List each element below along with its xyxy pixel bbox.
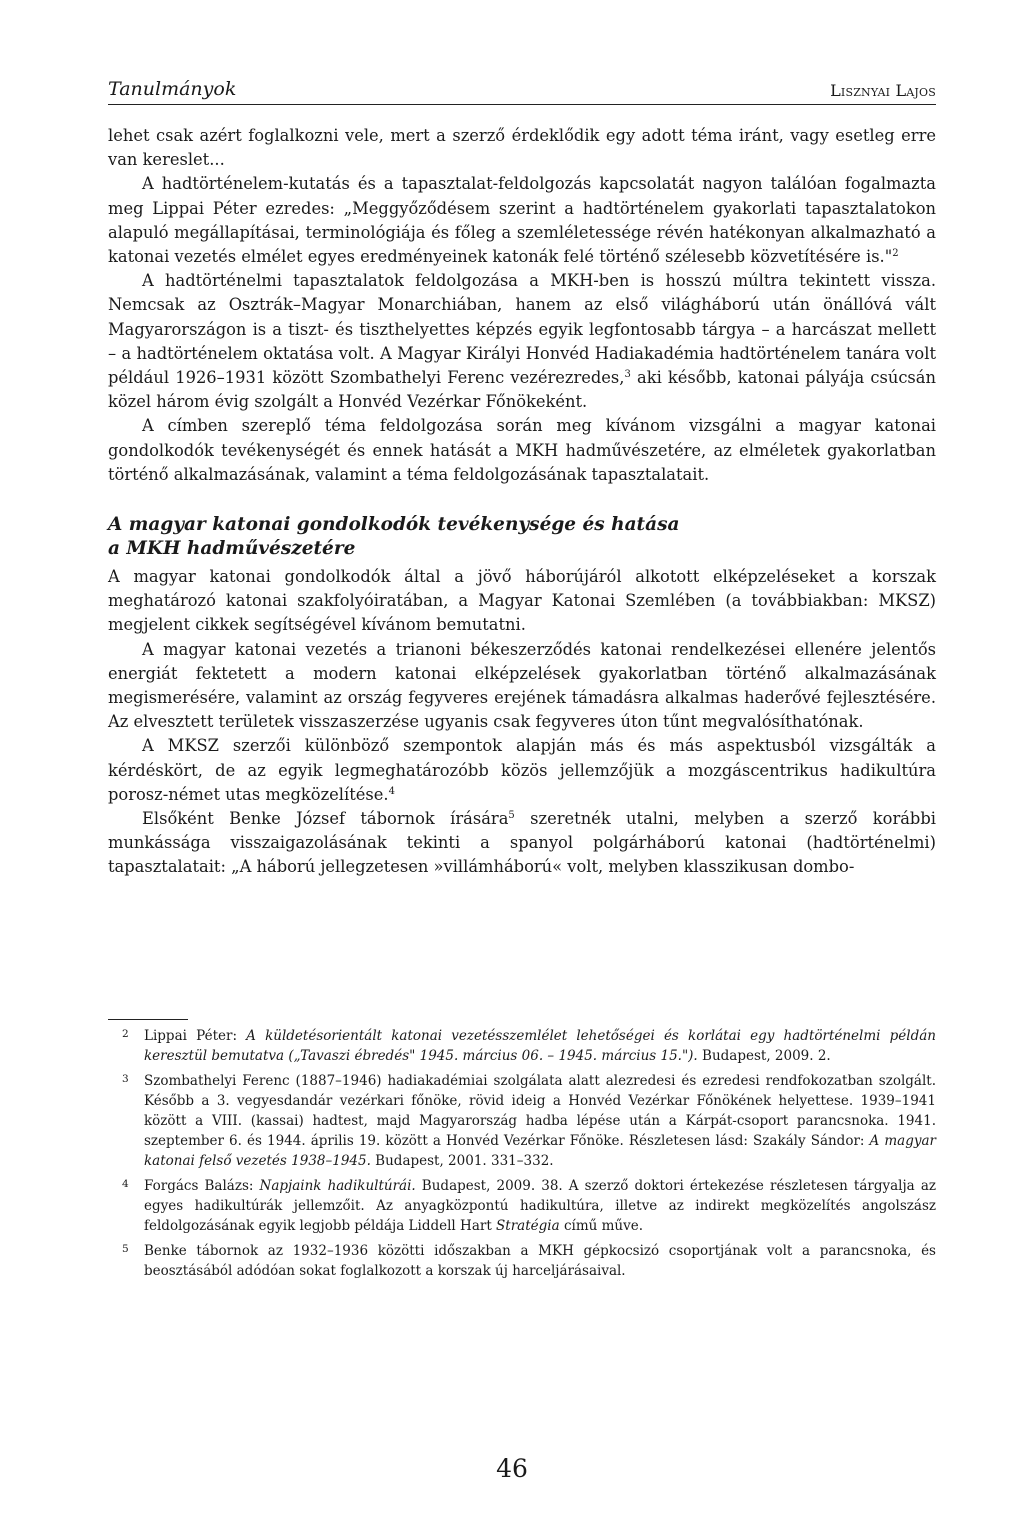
footnote-4: 4 Forgács Balázs: Napjaink hadikultúrái. Budapest, 2009. 38. A szerző doktori értekezése részletesen tárgyalja az egyes hadikultúrák jellemzőit. Az anyagközpontú hadikultúra, illetve az indirekt megközelítés angolszász feldolgozásának egyik legjobb példája Liddell Hart Stratégia című műve. [108, 1176, 936, 1236]
section-heading: A magyar katonai gondolkodók tevékenysége és hatása a MKH hadművészetére [108, 514, 680, 560]
footnote-ref-5: 5 [508, 810, 515, 822]
footnote-2: 2 Lippai Péter: A küldetésorientált katonai vezetésszemlélet lehetőségei és korlátai egy hadtörténelmi példán keresztül bemutatva („Tavaszi ébredés" 1945. március 06. – 1945. március 15."). Budapest, 2009. 2. [108, 1026, 936, 1066]
header-author: Lisznyai Lajos [830, 81, 936, 100]
footnote-ref-2: 2 [892, 248, 899, 260]
paragraph-1: lehet csak azért foglalkozni vele, mert a szerző érdeklődik egy adott téma iránt, vagy esetleg erre van kereslet... [108, 126, 936, 170]
footnotes [108, 1026, 936, 1286]
paragraph-8: Elsőként Benke József tábornok írására$^5$ szeretnék utalni, melyben a szerző korábbi munkássága visszaigazolásának tekinti a spanyol polgárháború katonai (hadtörténelmi) tapasztalatait: „A háború jellegzetesen »villámháború« volt, melyben klasszikusan dombo- [108, 809, 936, 877]
footnote-number: 2 [122, 1028, 129, 1040]
paragraph-7: A MKSZ szerzői különböző szempontok alapján más és más aspektusból vizsgálták a kérdéskört, de az egyik legmeghatározóbb közös jellemzőjük a mozgáscentrikus hadikultúra porosz-német utas megközelítése.$^4$ [108, 736, 936, 804]
header-section-title: Tanulmányok [108, 78, 237, 100]
footnote-ref-4: 4 [388, 785, 395, 797]
paragraph-5: A magyar katonai gondolkodók által a jövő háborújáról alkotott elképzeléseket a korszak meghatározó katonai szakfolyóiratában, a Magyar Katonai Szemlében (a továbbiakban: MKSZ) megjelent cikkek segítségével kívánom bemutatni. [108, 567, 936, 635]
main-text [108, 124, 936, 880]
footnote-3: 3 Szombathelyi Ferenc (1887–1946) hadiakadémiai szolgálata alatt alezredesi és ezredesi rendfokozatban szolgált. Később a 3. vegyesdandár vezérkari főnöke, rövid ideig a Honvéd Vezérkar Főnökének helyettese. 1939–1941 között a VIII. (kassai) hadtest, majd Magyarország hadba lépése után a Kárpát-csoport parancsnoka. 1941. szeptember 6. és 1944. április 19. között a Honvéd Vezérkar Főnöke. Részletesen lásd: Szakály Sándor: A magyar katonai felső vezetés 1938–1945. Budapest, 2001. 331–332. [108, 1071, 936, 1171]
paragraph-6: A magyar katonai vezetés a trianoni békeszerződés katonai rendelkezései ellenére jelentős energiát fektetett a modern katonai elképzelések gyakorlatban történő alkalmazásának megismerésére, valamint az ország fegyveres erejének támadásra alkalmas haderővé fejlesztésére. Az elvesztett területek visszaszerzése ugyanis csak fegyveres úton tűnt megvalósíthatónak. [108, 639, 936, 732]
footnote-number: 3 [122, 1073, 129, 1085]
footnote-divider [108, 1019, 188, 1020]
page-number: 46 [496, 1454, 528, 1483]
footnote-ref-3: 3 [624, 369, 631, 381]
paragraph-4: A címben szereplő téma feldolgozása során meg kívánom vizsgálni a magyar katonai gondolkodók tevékenységét és ennek hatását a MKH hadművészetére, az elméletek gyakorlatban történő alkalmazásának, valamint a téma feldolgozásának tapasztalatait. [108, 416, 936, 484]
paragraph-2: A hadtörténelem-kutatás és a tapasztalat-feldolgozás kapcsolatát nagyon találóan fogalmazta meg Lippai Péter ezredes: „Meggyőződésem szerint a hadtörténelem gyakorlati tapasztalatokon alapuló megállapításai, terminológiája és főleg a szemléletessége révén hatékonyan alkalmazható a katonai vezetés elmélet egyes eredményeinek katonák felé történő szélesebb közvetítésére is."$^2$ [108, 174, 936, 267]
paragraph-3: A hadtörténelmi tapasztalatok feldolgozása a MKH-ben is hosszú múltra tekintett vissza. Nemcsak az Osztrák–Magyar Monarchiában, hanem az első világháború után önállóvá vált Magyarországon is a tiszt- és tiszthelyettes képzés egyik legfontosabb tárgya – a harcászat mellett – a hadtörténelem oktatása volt. A Magyar Királyi Honvéd Hadiakadémia hadtörténelem tanára volt például 1926–1931 között Szombathelyi Ferenc vezérezredes,$^3$ aki később, katonai pályája csúcsán közel három évig szolgált a Honvéd Vezérkar Főnökeként. [108, 271, 936, 412]
footnote-number: 5 [122, 1243, 129, 1255]
footnote-5: 5 Benke tábornok az 1932–1936 közötti időszakban a MKH gépkocsizó csoportjának volt a parancsnoka, és beosztásából adódóan sokat foglalkozott a korszak új harceljárásaival. [108, 1241, 936, 1281]
running-header [108, 74, 936, 105]
footnote-number: 4 [122, 1178, 129, 1190]
